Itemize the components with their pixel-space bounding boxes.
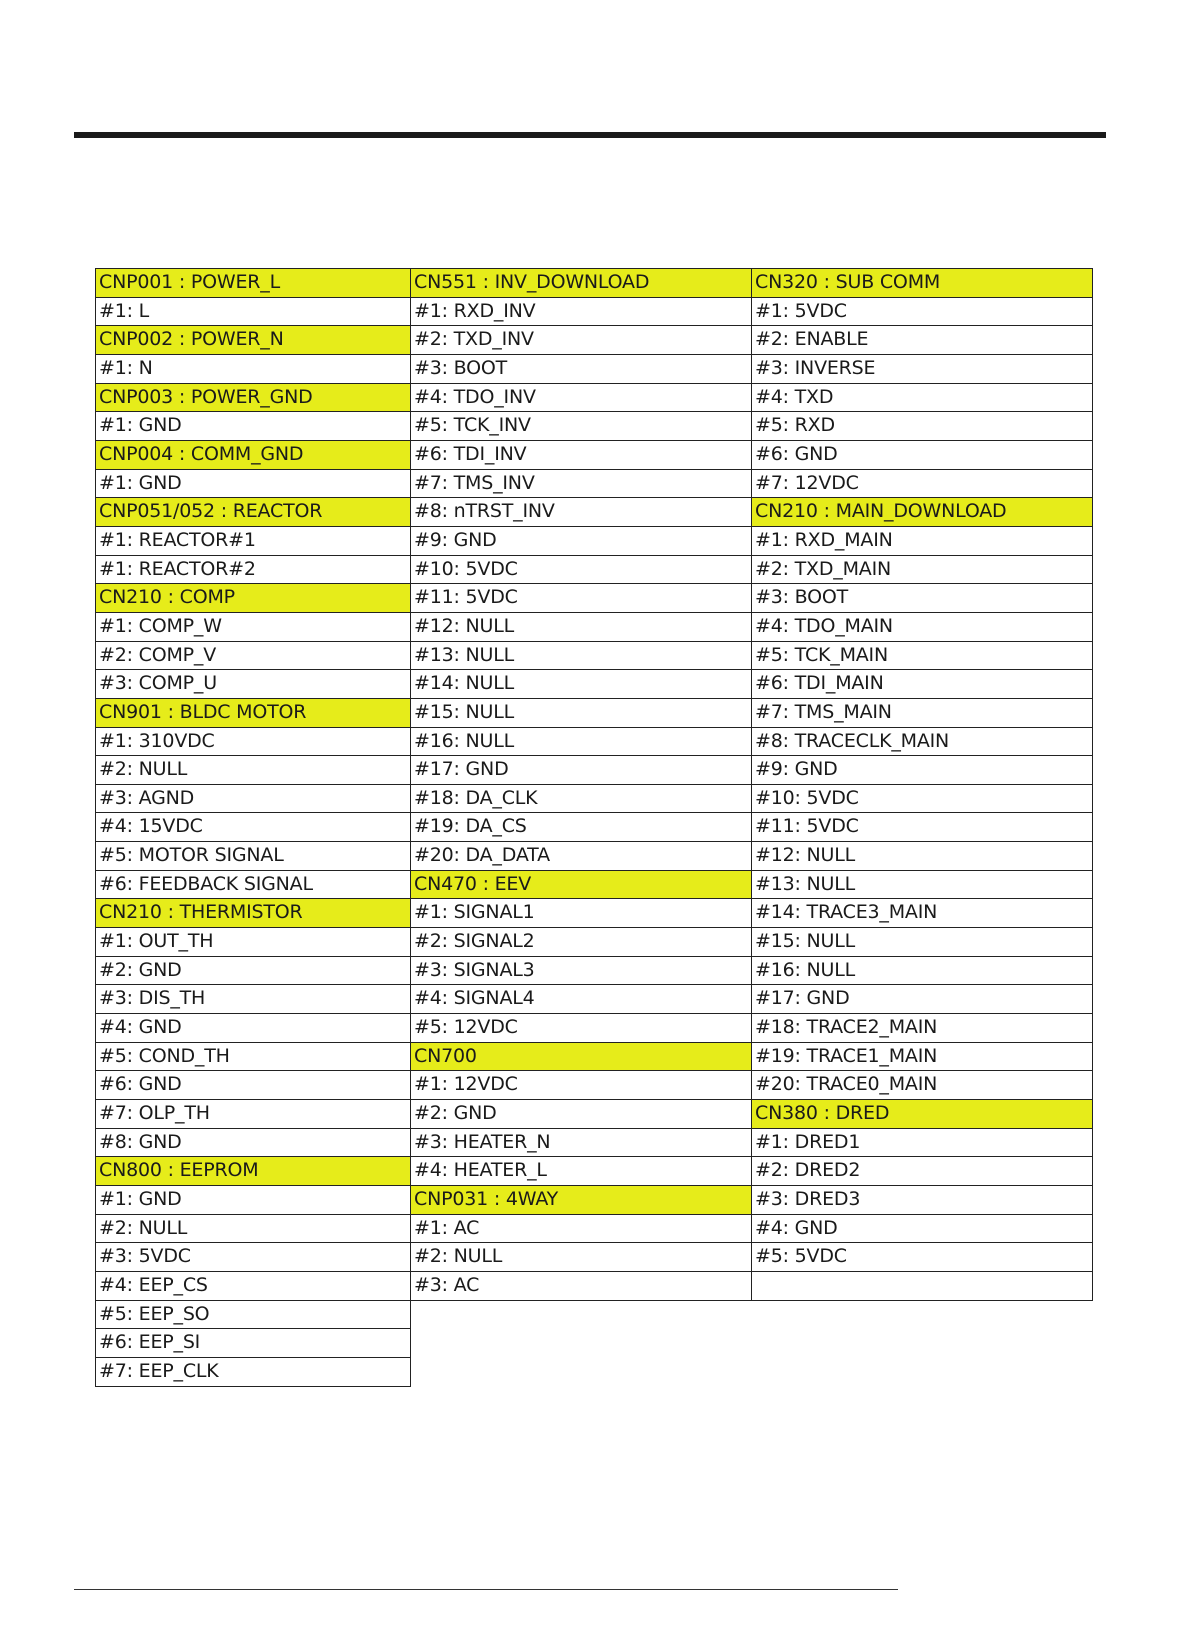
- pin-cell: #3: 5VDC: [96, 1243, 411, 1272]
- pin-cell: #16: NULL: [411, 728, 752, 757]
- pin-cell: [752, 1272, 1093, 1301]
- pin-cell: #13: NULL: [411, 642, 752, 671]
- pin-cell: #1: REACTOR#1: [96, 527, 411, 556]
- pin-cell: #20: TRACE0_MAIN: [752, 1071, 1093, 1100]
- connector-column-1: [95, 268, 411, 1387]
- top-rule: [74, 132, 1106, 138]
- pin-cell: #2: SIGNAL2: [411, 928, 752, 957]
- pin-cell: #3: INVERSE: [752, 355, 1093, 384]
- pin-cell: #10: 5VDC: [411, 556, 752, 585]
- pin-cell: #8: GND: [96, 1129, 411, 1158]
- connector-header: CNP051/052 : REACTOR: [96, 498, 411, 527]
- pin-cell: #18: TRACE2_MAIN: [752, 1014, 1093, 1043]
- pin-cell: #12: NULL: [411, 613, 752, 642]
- pin-cell: #20: DA_DATA: [411, 842, 752, 871]
- pin-cell: #2: TXD_INV: [411, 326, 752, 355]
- pin-cell: #2: NULL: [411, 1243, 752, 1272]
- pin-cell: #10: 5VDC: [752, 785, 1093, 814]
- pin-cell: #3: BOOT: [411, 355, 752, 384]
- pin-cell: #2: NULL: [96, 1215, 411, 1244]
- connector-header: CN800 : EEPROM: [96, 1157, 411, 1186]
- pin-cell: #5: TCK_MAIN: [752, 642, 1093, 671]
- pin-cell: #5: 5VDC: [752, 1243, 1093, 1272]
- connector-header: CN210 : MAIN_DOWNLOAD: [752, 498, 1093, 527]
- pin-cell: #12: NULL: [752, 842, 1093, 871]
- connector-header: CNP001 : POWER_L: [96, 269, 411, 298]
- pin-cell: #1: REACTOR#2: [96, 556, 411, 585]
- pin-cell: #6: GND: [752, 441, 1093, 470]
- pin-cell: #1: RXD_INV: [411, 298, 752, 327]
- pin-cell: #4: TDO_MAIN: [752, 613, 1093, 642]
- bottom-rule: [74, 1589, 898, 1590]
- pin-cell: #17: GND: [752, 985, 1093, 1014]
- pin-cell: #9: GND: [411, 527, 752, 556]
- pin-cell: #3: AC: [411, 1272, 752, 1301]
- pin-cell: #5: 12VDC: [411, 1014, 752, 1043]
- pin-cell: #4: GND: [96, 1014, 411, 1043]
- pin-cell: #4: TDO_INV: [411, 384, 752, 413]
- pin-cell: #1: N: [96, 355, 411, 384]
- pin-cell: #14: TRACE3_MAIN: [752, 899, 1093, 928]
- pin-cell: #2: NULL: [96, 756, 411, 785]
- connector-header: CN700: [411, 1043, 752, 1072]
- pin-cell: #1: COMP_W: [96, 613, 411, 642]
- pin-cell: #5: COND_TH: [96, 1043, 411, 1072]
- connector-header: CN380 : DRED: [752, 1100, 1093, 1129]
- pin-cell: #1: DRED1: [752, 1129, 1093, 1158]
- pin-cell: #16: NULL: [752, 957, 1093, 986]
- pin-cell: #5: MOTOR SIGNAL: [96, 842, 411, 871]
- pin-cell: #8: nTRST_INV: [411, 498, 752, 527]
- pin-cell: #3: HEATER_N: [411, 1129, 752, 1158]
- pin-cell: #1: OUT_TH: [96, 928, 411, 957]
- pin-cell: #13: NULL: [752, 871, 1093, 900]
- connector-header: CNP004 : COMM_GND: [96, 441, 411, 470]
- pin-cell: #1: GND: [96, 470, 411, 499]
- pin-cell: #1: GND: [96, 412, 411, 441]
- pin-cell: #7: OLP_TH: [96, 1100, 411, 1129]
- pin-cell: #1: GND: [96, 1186, 411, 1215]
- connector-header: CN470 : EEV: [411, 871, 752, 900]
- pin-cell: #6: EEP_SI: [96, 1329, 411, 1358]
- pin-cell: #4: TXD: [752, 384, 1093, 413]
- pin-cell: #18: DA_CLK: [411, 785, 752, 814]
- pin-cell: #1: RXD_MAIN: [752, 527, 1093, 556]
- pin-cell: #1: 5VDC: [752, 298, 1093, 327]
- pin-cell: #15: NULL: [411, 699, 752, 728]
- pin-cell: #1: SIGNAL1: [411, 899, 752, 928]
- pin-cell: #4: EEP_CS: [96, 1272, 411, 1301]
- pin-cell: #3: DIS_TH: [96, 985, 411, 1014]
- pin-cell: #14: NULL: [411, 670, 752, 699]
- pin-cell: #5: TCK_INV: [411, 412, 752, 441]
- pin-cell: #15: NULL: [752, 928, 1093, 957]
- connector-header: CN320 : SUB COMM: [752, 269, 1093, 298]
- pin-cell: #11: 5VDC: [752, 813, 1093, 842]
- pin-cell: #8: TRACECLK_MAIN: [752, 728, 1093, 757]
- connector-header: CNP003 : POWER_GND: [96, 384, 411, 413]
- pin-cell: #2: COMP_V: [96, 642, 411, 671]
- connector-header: CN551 : INV_DOWNLOAD: [411, 269, 752, 298]
- pin-cell: #19: DA_CS: [411, 813, 752, 842]
- pin-cell: #7: EEP_CLK: [96, 1358, 411, 1387]
- pin-cell: #7: TMS_MAIN: [752, 699, 1093, 728]
- pin-cell: #9: GND: [752, 756, 1093, 785]
- pin-cell: #17: GND: [411, 756, 752, 785]
- pin-cell: #3: AGND: [96, 785, 411, 814]
- connector-header: CN901 : BLDC MOTOR: [96, 699, 411, 728]
- pin-cell: #2: GND: [411, 1100, 752, 1129]
- pin-cell: #6: TDI_INV: [411, 441, 752, 470]
- pin-cell: #4: GND: [752, 1215, 1093, 1244]
- pin-cell: #19: TRACE1_MAIN: [752, 1043, 1093, 1072]
- pin-cell: #3: COMP_U: [96, 670, 411, 699]
- connector-header: CN210 : THERMISTOR: [96, 899, 411, 928]
- pin-cell: #5: RXD: [752, 412, 1093, 441]
- pin-cell: #6: FEEDBACK SIGNAL: [96, 871, 411, 900]
- connector-header: CNP031 : 4WAY: [411, 1186, 752, 1215]
- pin-cell: #6: TDI_MAIN: [752, 670, 1093, 699]
- pin-cell: #1: AC: [411, 1215, 752, 1244]
- pin-cell: #3: SIGNAL3: [411, 957, 752, 986]
- pin-cell: #4: SIGNAL4: [411, 985, 752, 1014]
- pin-cell: #11: 5VDC: [411, 584, 752, 613]
- pin-cell: #1: 12VDC: [411, 1071, 752, 1100]
- connector-column-2: [410, 268, 752, 1301]
- pin-cell: #6: GND: [96, 1071, 411, 1100]
- connector-header: CN210 : COMP: [96, 584, 411, 613]
- pin-cell: #4: 15VDC: [96, 813, 411, 842]
- pin-cell: #3: DRED3: [752, 1186, 1093, 1215]
- pin-cell: #2: DRED2: [752, 1157, 1093, 1186]
- pin-cell: #3: BOOT: [752, 584, 1093, 613]
- pin-cell: #7: 12VDC: [752, 470, 1093, 499]
- pin-cell: #5: EEP_SO: [96, 1301, 411, 1330]
- pin-cell: #1: 310VDC: [96, 728, 411, 757]
- connector-column-3: [751, 268, 1093, 1301]
- pin-cell: #4: HEATER_L: [411, 1157, 752, 1186]
- pin-cell: #1: L: [96, 298, 411, 327]
- pin-cell: #2: TXD_MAIN: [752, 556, 1093, 585]
- pin-cell: #2: GND: [96, 957, 411, 986]
- pin-cell: #2: ENABLE: [752, 326, 1093, 355]
- connector-header: CNP002 : POWER_N: [96, 326, 411, 355]
- pin-cell: #7: TMS_INV: [411, 470, 752, 499]
